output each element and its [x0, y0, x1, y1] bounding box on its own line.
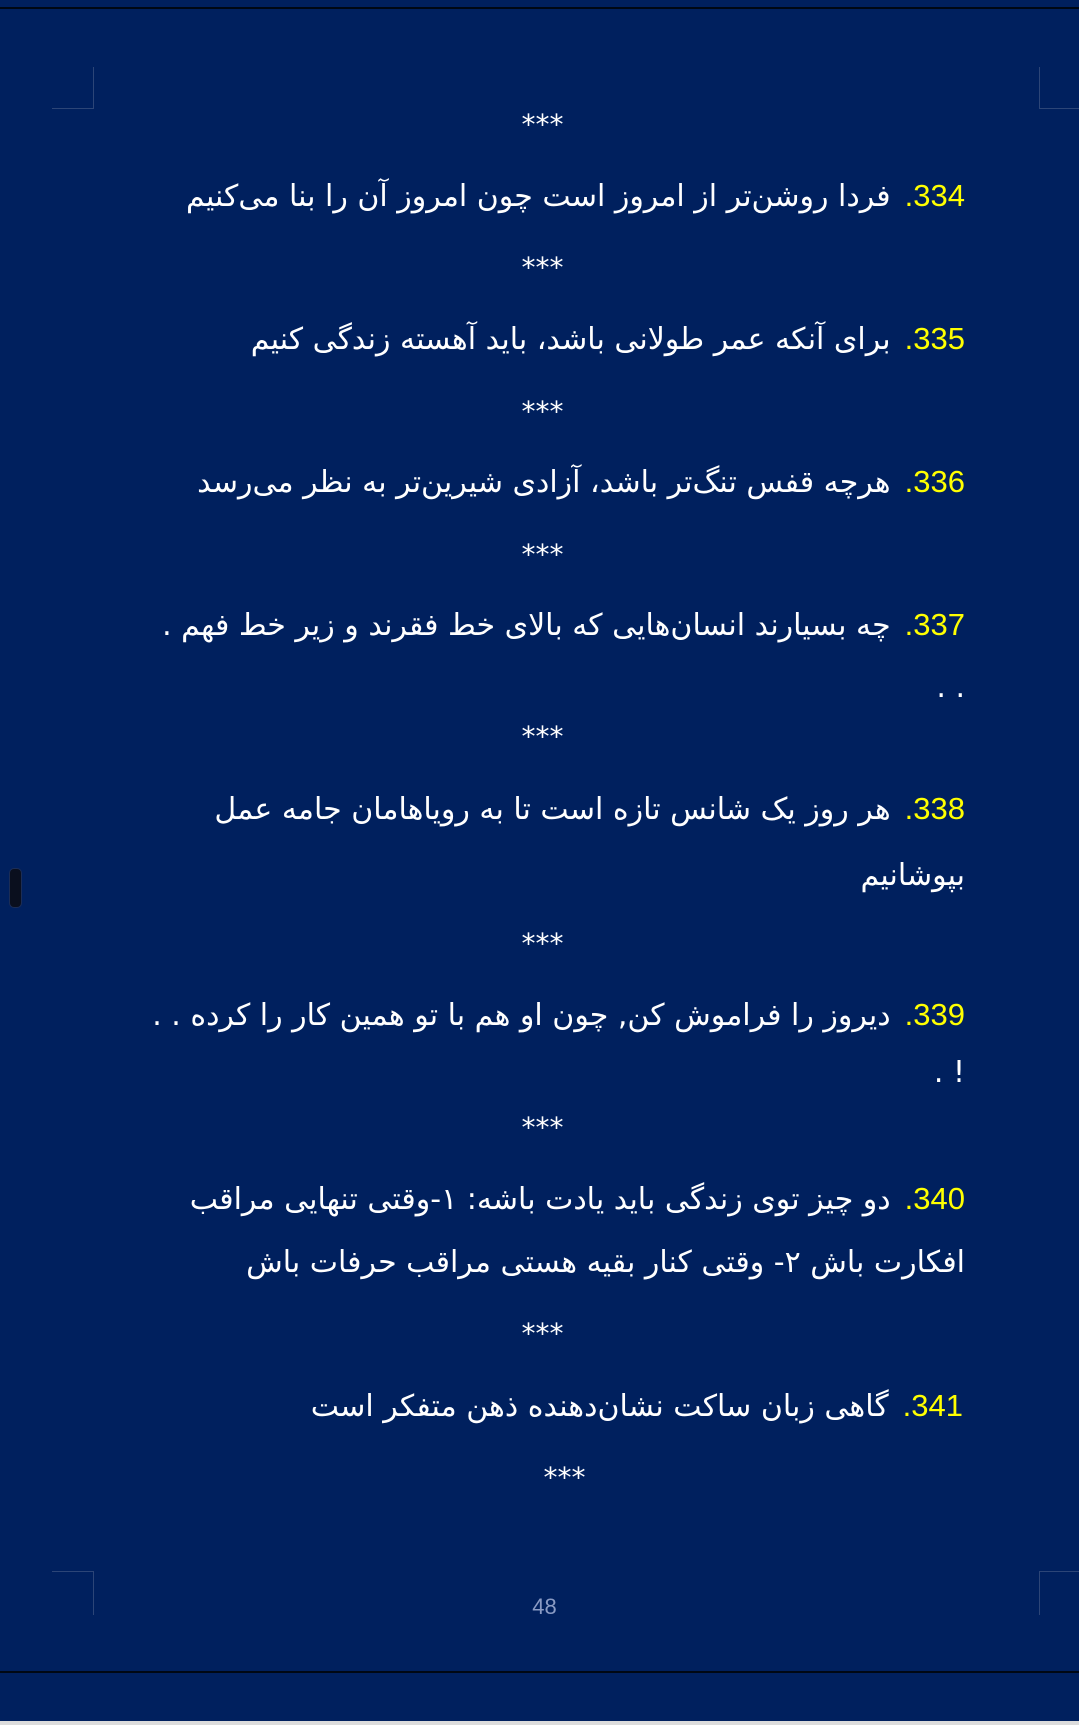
corner-mark-top-left: [52, 67, 94, 109]
quote-number: 336.: [904, 464, 965, 499]
quote-text: برای آنکه عمر طولانی باشد، باید آهسته زندگی کنیم: [250, 322, 891, 357]
quote-337: [85, 599, 965, 651]
separator: ***: [521, 251, 564, 284]
quote-text: هر روز یک شانس تازه است تا به رویاهامان جامه عمل: [214, 792, 891, 827]
quote-339: [85, 989, 965, 1041]
quote-number: 337.: [904, 607, 965, 642]
quote-341: [83, 1380, 963, 1432]
quote-338: [85, 783, 965, 835]
quote-335: [85, 313, 965, 365]
quote-text: چه بسیارند انسان‌هایی که بالای خط فقرند و زیر خط فهم .: [162, 608, 891, 643]
bottom-divider: [0, 1671, 1079, 1673]
quote-334: [85, 170, 965, 222]
quote-339-continuation: ! .: [933, 1055, 965, 1090]
quote-number: 341.: [902, 1388, 963, 1423]
quote-338-continuation: بپوشانیم: [860, 858, 965, 893]
quote-text: دیروز را فراموش کن, چون او هم با تو همین کار را کرده . .: [152, 998, 891, 1033]
separator: ***: [521, 395, 564, 428]
bottom-bar: [0, 1721, 1079, 1725]
quote-number: 334.: [904, 178, 965, 213]
top-divider: [0, 7, 1079, 9]
quote-number: 335.: [904, 321, 965, 356]
quote-336: [85, 456, 965, 508]
separator: ***: [521, 108, 564, 141]
quote-text: هرچه قفس تنگ‌تر باشد، آزادی شیرین‌تر به نظر می‌رسد: [197, 465, 891, 500]
separator: ***: [521, 1317, 564, 1350]
quote-number: 339.: [904, 997, 965, 1032]
separator: ***: [521, 538, 564, 571]
quote-text: دو چیز توی زندگی باید یادت باشه: ۱-وقتی تنهایی مراقب: [189, 1182, 891, 1217]
quote-text: فردا روشن‌تر از امروز است چون امروز آن را بنا می‌کنیم: [185, 179, 891, 214]
quote-number: 340.: [904, 1181, 965, 1216]
separator: ***: [521, 927, 564, 960]
quote-number: 338.: [904, 791, 965, 826]
scrollbar-handle[interactable]: [9, 868, 22, 908]
separator: ***: [521, 720, 564, 753]
quote-text: گاهی زبان ساکت نشان‌دهنده ذهن متفکر است: [310, 1389, 889, 1424]
quote-340: [85, 1173, 965, 1225]
separator: ***: [521, 1111, 564, 1144]
quote-340-continuation: افکارت باش ۲- وقتی کنار بقیه هستی مراقب حرفات باش: [246, 1245, 965, 1280]
page-number: 48: [532, 1594, 557, 1619]
separator: ***: [543, 1461, 586, 1494]
quote-337-continuation: . .: [936, 670, 965, 705]
corner-mark-top-right: [1039, 67, 1079, 109]
